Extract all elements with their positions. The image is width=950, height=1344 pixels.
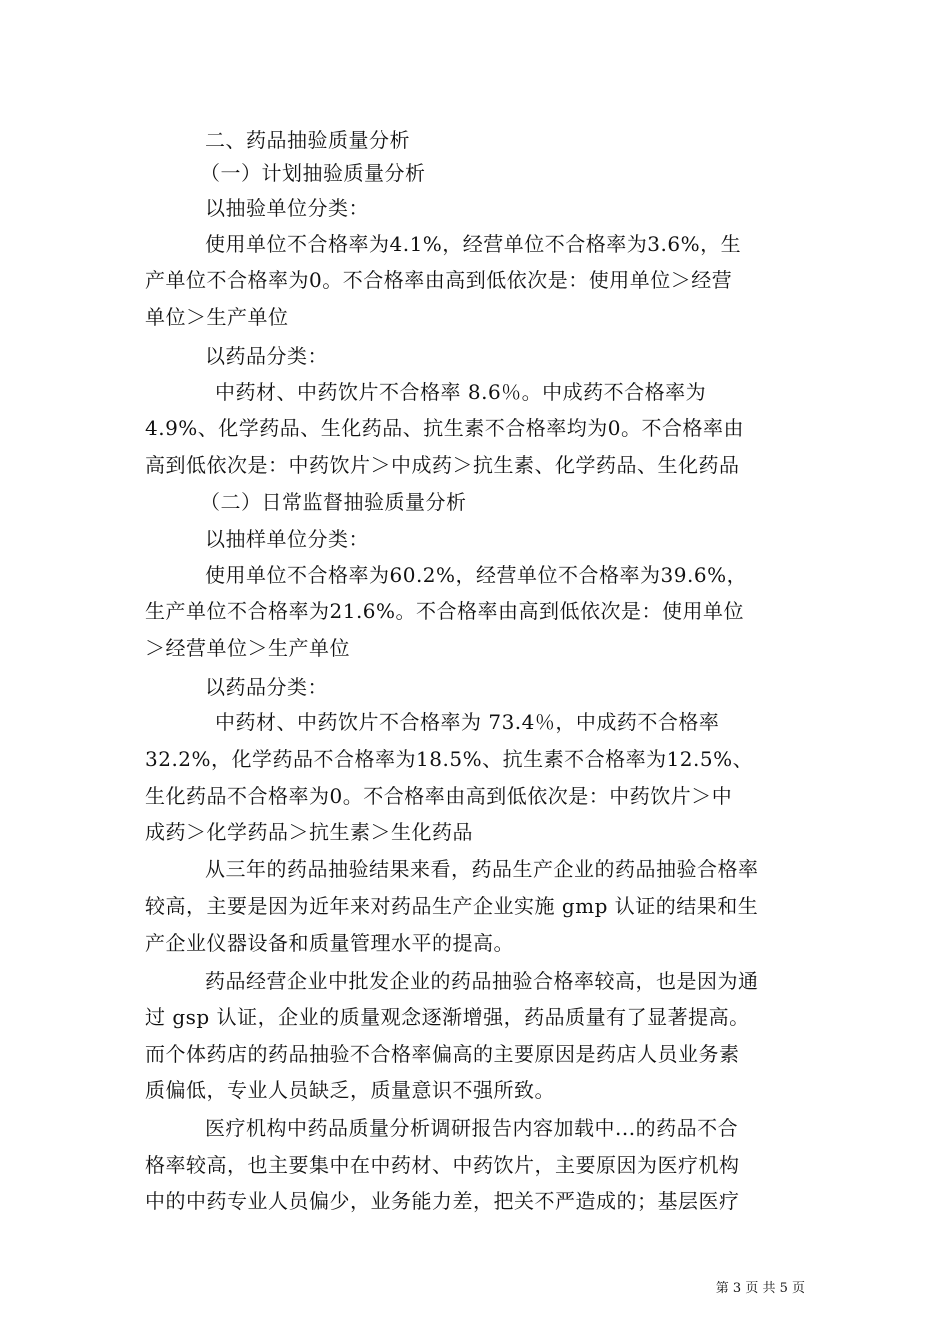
- paragraph-line: 32.2%，化学药品不合格率为18.5%、抗生素不合格率为12.5%、: [145, 747, 754, 771]
- paragraph-line: 以抽验单位分类：: [205, 196, 369, 220]
- paragraph-line: 药品经营企业中批发企业的药品抽验合格率较高，也是因为通: [205, 969, 759, 993]
- page-number: 第 3 页 共 5 页: [715, 1281, 805, 1296]
- paragraph-line: 使用单位不合格率为60.2%，经营单位不合格率为39.6%，: [205, 563, 748, 587]
- paragraph-line: 成药＞化学药品＞抗生素＞生化药品: [145, 820, 473, 844]
- paragraph-line: ＞经营单位＞生产单位: [145, 636, 350, 660]
- paragraph-line: 而个体药店的药品抽验不合格率偏高的主要原因是药店人员业务素: [145, 1042, 740, 1066]
- paragraph-line: 产企业仪器设备和质量管理水平的提高。: [145, 931, 514, 955]
- paragraph-line: 单位＞生产单位: [145, 305, 289, 329]
- paragraph-line: 使用单位不合格率为4.1%，经营单位不合格率为3.6%，生: [205, 232, 742, 256]
- paragraph-line: 较高，主要是因为近年来对药品生产企业实施 gmp 认证的结果和生: [145, 894, 759, 918]
- paragraph-line: 中的中药专业人员偏少，业务能力差，把关不严造成的；基层医疗: [145, 1189, 740, 1213]
- paragraph-line: 以药品分类：: [205, 344, 328, 368]
- paragraph-line: 医疗机构中药品质量分析调研报告内容加载中...的药品不合: [205, 1116, 739, 1140]
- paragraph-line: 生化药品不合格率为0。不合格率由高到低依次是：中药饮片＞中: [145, 784, 733, 808]
- section-heading: 二、药品抽验质量分析: [205, 128, 410, 152]
- paragraph-line: 4.9%、化学药品、生化药品、抗生素不合格率均为0。不合格率由: [145, 416, 745, 440]
- paragraph-line: 过 gsp 认证，企业的质量观念逐渐增强，药品质量有了显著提高。: [145, 1005, 750, 1029]
- subsection-heading: （二）日常监督抽验质量分析: [200, 490, 467, 514]
- paragraph-line: 以药品分类：: [205, 675, 328, 699]
- paragraph-line: 中药材、中药饮片不合格率为 73.4％，中成药不合格率: [215, 710, 720, 734]
- paragraph-line: 质偏低，专业人员缺乏，质量意识不强所致。: [145, 1078, 555, 1102]
- paragraph-line: 中药材、中药饮片不合格率 8.6％。中成药不合格率为: [215, 380, 707, 404]
- paragraph-line: 从三年的药品抽验结果来看，药品生产企业的药品抽验合格率: [205, 857, 759, 881]
- paragraph-line: 以抽样单位分类：: [205, 527, 369, 551]
- subsection-heading: （一）计划抽验质量分析: [200, 161, 426, 185]
- paragraph-line: 格率较高，也主要集中在中药材、中药饮片，主要原因为医疗机构: [145, 1153, 740, 1177]
- paragraph-line: 高到低依次是：中药饮片＞中成药＞抗生素、化学药品、生化药品: [145, 453, 740, 477]
- paragraph-line: 生产单位不合格率为21.6%。不合格率由高到低依次是：使用单位: [145, 599, 745, 623]
- paragraph-line: 产单位不合格率为0。不合格率由高到低依次是：使用单位＞经营: [145, 268, 733, 292]
